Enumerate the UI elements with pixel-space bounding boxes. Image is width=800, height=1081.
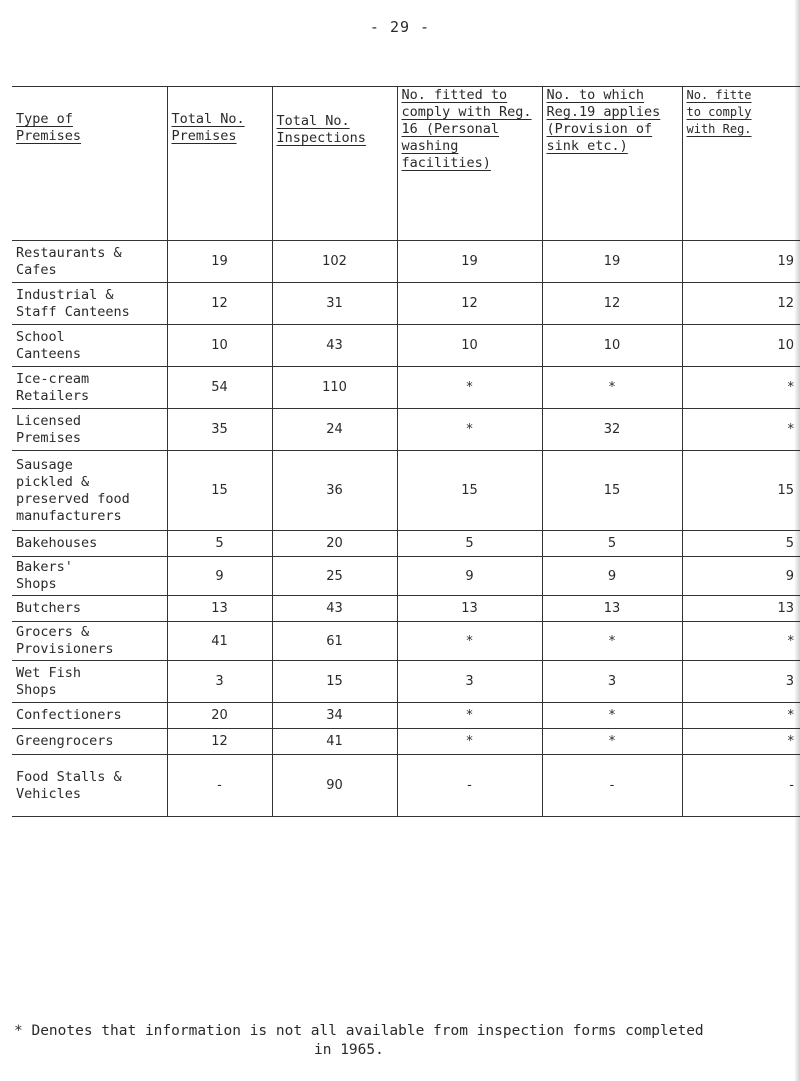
cell-total-inspections: 25 (272, 557, 397, 596)
cell-reg16-fitted: 13 (397, 596, 542, 622)
cell-reg19-applies: 15 (542, 451, 682, 531)
cell-total-inspections: 15 (272, 661, 397, 703)
cell-fitted-comply: 10 (682, 325, 800, 367)
cell-fitted-comply: * (682, 409, 800, 451)
cell-reg16-fitted: 5 (397, 531, 542, 557)
cell-total-premises: 10 (167, 325, 272, 367)
cell-total-premises: 35 (167, 409, 272, 451)
cell-reg19-applies: 3 (542, 661, 682, 703)
cell-type: Bakehouses (12, 531, 167, 557)
cell-fitted-comply: * (682, 367, 800, 409)
cell-reg16-fitted: 19 (397, 241, 542, 283)
cell-reg19-applies: 32 (542, 409, 682, 451)
cell-reg16-fitted: 9 (397, 557, 542, 596)
cell-type: Food Stalls & Vehicles (12, 755, 167, 817)
cell-total-inspections: 24 (272, 409, 397, 451)
table-body (12, 241, 800, 817)
header-type-of-premises: Type of Premises (12, 87, 167, 241)
cell-type: Bakers' Shops (12, 557, 167, 596)
premises-inspection-table (12, 86, 800, 817)
header-total-premises: Total No. Premises (167, 87, 272, 241)
cell-fitted-comply: 19 (682, 241, 800, 283)
header-reg19-applies: No. to which Reg.19 applies (Provision of sink etc.) (542, 87, 682, 241)
table-row (12, 325, 800, 367)
table-row (12, 703, 800, 729)
cell-reg16-fitted: * (397, 622, 542, 661)
cell-total-premises: 19 (167, 241, 272, 283)
cell-reg19-applies: * (542, 367, 682, 409)
table-header-row (12, 87, 800, 241)
cell-reg16-fitted: * (397, 367, 542, 409)
cell-total-premises: 15 (167, 451, 272, 531)
cell-type: Sausage pickled & preserved food manufacturers (12, 451, 167, 531)
footnote-line-2: in 1965. (314, 1042, 384, 1058)
cell-total-premises: 5 (167, 531, 272, 557)
cell-total-inspections: 102 (272, 241, 397, 283)
cell-total-inspections: 34 (272, 703, 397, 729)
table-row (12, 755, 800, 817)
cell-type: Greengrocers (12, 729, 167, 755)
cell-fitted-comply: 15 (682, 451, 800, 531)
cell-total-premises: 41 (167, 622, 272, 661)
cell-total-inspections: 41 (272, 729, 397, 755)
cell-total-inspections: 61 (272, 622, 397, 661)
cell-total-inspections: 43 (272, 596, 397, 622)
cell-fitted-comply: * (682, 729, 800, 755)
cell-fitted-comply: 13 (682, 596, 800, 622)
cell-fitted-comply: 3 (682, 661, 800, 703)
table-row (12, 557, 800, 596)
cell-reg16-fitted: * (397, 703, 542, 729)
cell-fitted-comply: - (682, 755, 800, 817)
table-row (12, 531, 800, 557)
cell-total-premises: 12 (167, 729, 272, 755)
cell-type: Industrial & Staff Canteens (12, 283, 167, 325)
table-row (12, 729, 800, 755)
cell-type: Grocers & Provisioners (12, 622, 167, 661)
cell-fitted-comply: * (682, 703, 800, 729)
cell-total-premises: 9 (167, 557, 272, 596)
table-row (12, 409, 800, 451)
cell-reg19-applies: 10 (542, 325, 682, 367)
cell-reg19-applies: 5 (542, 531, 682, 557)
cell-reg19-applies: 12 (542, 283, 682, 325)
cell-type: Butchers (12, 596, 167, 622)
header-fitted-comply-reg: No. fitte to comply with Reg. (682, 87, 800, 241)
cell-reg16-fitted: 10 (397, 325, 542, 367)
cell-total-premises: 54 (167, 367, 272, 409)
table-row (12, 622, 800, 661)
cell-type: Wet Fish Shops (12, 661, 167, 703)
cell-reg19-applies: 9 (542, 557, 682, 596)
cell-fitted-comply: * (682, 622, 800, 661)
header-total-inspections: Total No. Inspections (272, 87, 397, 241)
page-number: - 29 - (369, 18, 431, 36)
cell-fitted-comply: 12 (682, 283, 800, 325)
table-row (12, 283, 800, 325)
cell-reg19-applies: * (542, 729, 682, 755)
cell-type: Ice-cream Retailers (12, 367, 167, 409)
cell-type: Licensed Premises (12, 409, 167, 451)
cell-total-inspections: 90 (272, 755, 397, 817)
cell-total-premises: 3 (167, 661, 272, 703)
cell-reg16-fitted: - (397, 755, 542, 817)
cell-reg19-applies: 13 (542, 596, 682, 622)
cell-type: Restaurants & Cafes (12, 241, 167, 283)
cell-type: School Canteens (12, 325, 167, 367)
cell-reg16-fitted: 12 (397, 283, 542, 325)
cell-reg16-fitted: 3 (397, 661, 542, 703)
cell-reg16-fitted: * (397, 409, 542, 451)
cell-total-inspections: 31 (272, 283, 397, 325)
header-reg16-fitted: No. fitted to comply with Reg. 16 (Personal washing facilities) (397, 87, 542, 241)
table-row (12, 661, 800, 703)
cell-type: Confectioners (12, 703, 167, 729)
table-row (12, 596, 800, 622)
cell-reg19-applies: * (542, 703, 682, 729)
cell-total-premises: 12 (167, 283, 272, 325)
footnote-line-1: * Denotes that information is not all available from inspection forms completed (14, 1023, 704, 1039)
cell-total-inspections: 36 (272, 451, 397, 531)
cell-fitted-comply: 9 (682, 557, 800, 596)
cell-reg19-applies: 19 (542, 241, 682, 283)
cell-reg16-fitted: 15 (397, 451, 542, 531)
cell-fitted-comply: 5 (682, 531, 800, 557)
table-row (12, 451, 800, 531)
cell-total-inspections: 43 (272, 325, 397, 367)
table-row (12, 367, 800, 409)
cell-total-premises: - (167, 755, 272, 817)
cell-total-inspections: 20 (272, 531, 397, 557)
table-row (12, 241, 800, 283)
footnote (14, 1022, 794, 1060)
cell-reg19-applies: - (542, 755, 682, 817)
cell-total-premises: 13 (167, 596, 272, 622)
cell-total-inspections: 110 (272, 367, 397, 409)
cell-total-premises: 20 (167, 703, 272, 729)
cell-reg19-applies: * (542, 622, 682, 661)
cell-reg16-fitted: * (397, 729, 542, 755)
